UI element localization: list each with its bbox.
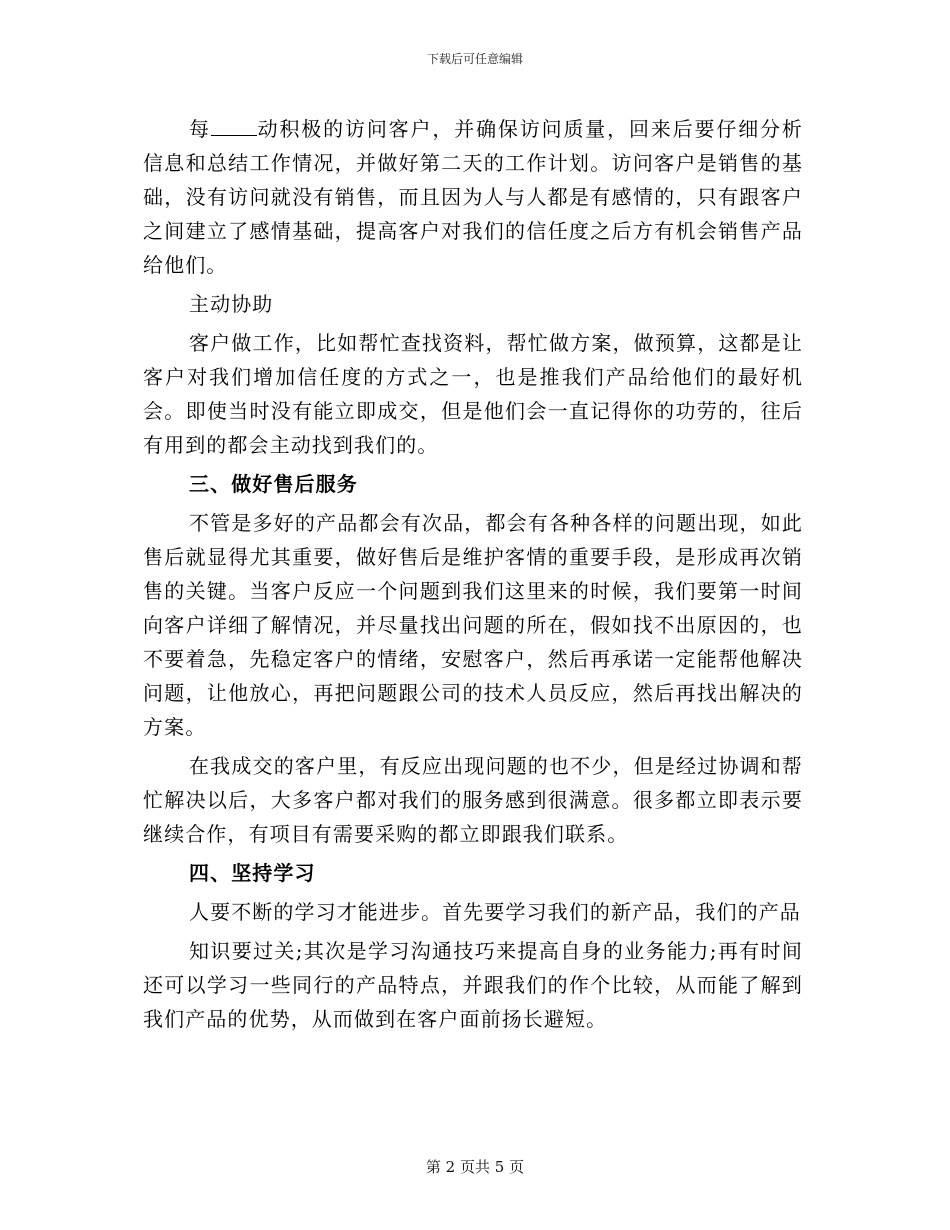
paragraph-start-text: 每 [189, 117, 211, 141]
paragraph-learning-intro: 人要不断的学习才能进步。首先要学习我们的新产品，我们的产品 [189, 900, 801, 924]
paragraph-visit-customers [143, 112, 803, 282]
paragraph-learning-detail: 知识要过关;其次是学习沟通技巧来提高自身的业务能力;再有时间还可以学习一些同行的产品特点，并跟我们的作个比较，从而能了解到我们产品的优势，从而做到在客户面前扬长避短。 [143, 939, 803, 1031]
page-footer: 第 2 页共 5 页 [425, 1158, 525, 1176]
page-header: 下载后可任意编辑 [426, 52, 523, 66]
paragraph-customer-feedback: 在我成交的客户里，有反应出现问题的也不少，但是经过协调和帮忙解决以后，大多客户都对我们的服务感到很满意。很多都立即表示要继续合作，有项目有需要采购的都立即跟我们联系。 [143, 754, 803, 846]
section-heading-keep-learning: 四、坚持学习 [189, 861, 316, 885]
fill-blank [211, 117, 257, 136]
paragraph-after-sales: 不管是多好的产品都会有次品，都会有各种各样的问题出现，如此售后就显得尤其重要，做好售后是维护客情的重要手段，是形成再次销售的关键。当客户反应一个问题到我们这里来的时候，我们要第一时间向客户详细了解情况，并尽量找出问题的所在，假如找不出原因的，也不要着急，先稳定客户的情绪，安慰客户，然后再承诺一定能帮他解决问题，让他放心，再把问题跟公司的技术人员反应，然后再找出解决的方案。 [143, 511, 803, 739]
paragraph-active-assist: 主动协助 [189, 292, 274, 316]
document-body [143, 112, 803, 1041]
paragraph-help-customers: 客户做工作，比如帮忙查找资料，帮忙做方案，做预算，这都是让客户对我们增加信任度的方式之一，也是推我们产品给他们的最好机会。即使当时没有能立即成交，但是他们会一直记得你的功劳的，往后有用到的都会主动找到我们的。 [143, 331, 803, 457]
paragraph-text: 动积极的访问客户，并确保访问质量，回来后要仔细分析信息和总结工作情况，并做好第二天的工作计划。访问客户是销售的基础，没有访问就没有销售，而且因为人与人都是有感情的，只有跟客户之间建立了感情基础，提高客户对我们的信任度之后方有机会销售产品给他们。 [143, 117, 804, 277]
section-heading-after-sales: 三、做好售后服务 [189, 472, 358, 496]
